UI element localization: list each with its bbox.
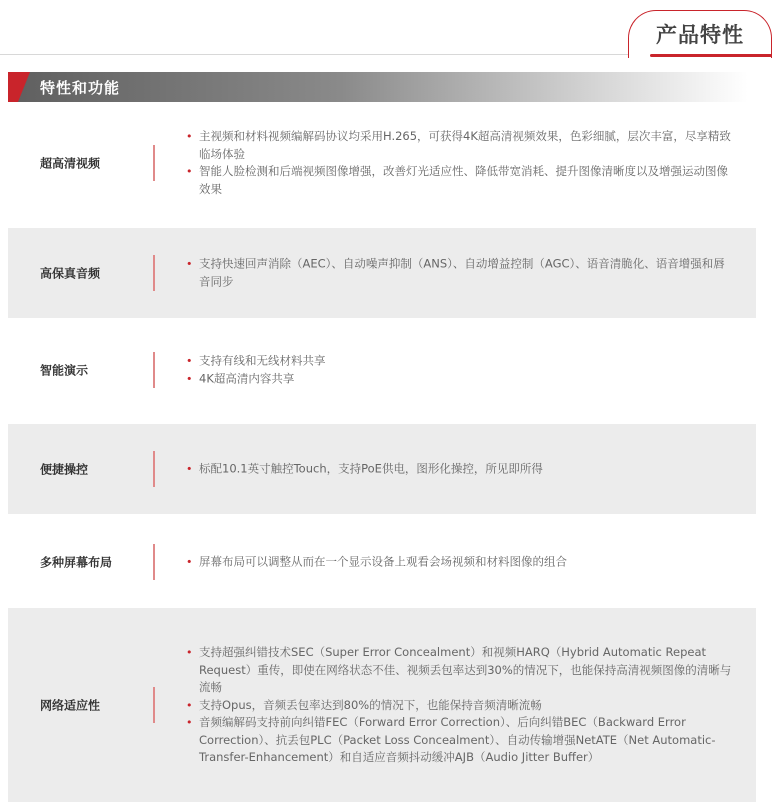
feature-bullet: • 支持有线和无线材料共享	[186, 353, 734, 371]
feature-content	[186, 644, 734, 767]
row-divider	[153, 145, 155, 181]
section-accent	[8, 72, 18, 102]
feature-row-ultra-hd-video	[8, 120, 756, 206]
feature-content	[186, 256, 734, 291]
feature-row-hifi-audio	[8, 228, 756, 318]
feature-content	[186, 353, 734, 388]
row-divider	[153, 255, 155, 291]
feature-bullet: • 主视频和材料视频编解码协议均采用H.265，可获得4K超高清视频效果，色彩细腻，层次丰富，尽享精致临场体验	[186, 128, 734, 163]
feature-label: 网络适应性	[40, 698, 101, 713]
feature-label: 多种屏幕布局	[40, 555, 113, 570]
feature-bullet: • 音频编解码支持前向纠错FEC（Forward Error Correction）、后向纠错BEC（Backward Error Correction）、抗丢包PLC（Packet Loss Concealment）、自动传输增强NetATE（Net Automatic-Transfer-Enhancement）和自适应音频抖动缓冲AJB（Audio Jitter Buffer）	[186, 714, 734, 767]
feature-bullet: • 4K超高清内容共享	[186, 370, 734, 388]
feature-bullet: • 支持快速回声消除（AEC）、自动噪声抑制（ANS）、自动增益控制（AGC）、语音清脆化、语音增强和唇音同步	[186, 256, 734, 291]
header-divider	[0, 54, 655, 55]
feature-row-easy-control	[8, 424, 756, 514]
page-title-underline	[650, 54, 772, 57]
row-divider	[153, 687, 155, 723]
section-header	[8, 72, 748, 102]
feature-content	[186, 460, 734, 478]
feature-label: 便捷操控	[40, 462, 89, 477]
feature-bullet: • 智能人脸检测和后端视频图像增强，改善灯光适应性、降低带宽消耗、提升图像清晰度以及增强运动图像效果	[186, 163, 734, 198]
section-title: 特性和功能	[40, 79, 121, 97]
feature-label: 超高清视频	[40, 156, 101, 171]
feature-content	[186, 128, 734, 198]
feature-row-smart-presentation	[8, 326, 756, 414]
row-divider	[153, 451, 155, 487]
feature-bullet: • 支持超强纠错技术SEC（Super Error Concealment）和视频HARQ（Hybrid Automatic Repeat Request）重传，即使在网络状态不佳、视频丢包率达到30%的情况下，也能保持高清视频图像的清晰与流畅	[186, 644, 734, 697]
page-title-tab	[628, 10, 772, 58]
feature-row-screen-layouts	[8, 520, 756, 604]
feature-bullet: • 标配10.1英寸触控Touch，支持PoE供电，图形化操控，所见即所得	[186, 460, 734, 478]
row-divider	[153, 352, 155, 388]
row-divider	[153, 544, 155, 580]
feature-bullet: • 支持Opus，音频丢包率达到80%的情况下，也能保持音频清晰流畅	[186, 696, 734, 714]
feature-label: 高保真音频	[40, 266, 101, 281]
feature-row-network-adaptability	[8, 608, 756, 802]
feature-bullet: • 屏幕布局可以调整从而在一个显示设备上观看会场视频和材料图像的组合	[186, 553, 734, 571]
page-title: 产品特性	[656, 23, 744, 47]
feature-label: 智能演示	[40, 363, 89, 378]
feature-content	[186, 553, 734, 571]
